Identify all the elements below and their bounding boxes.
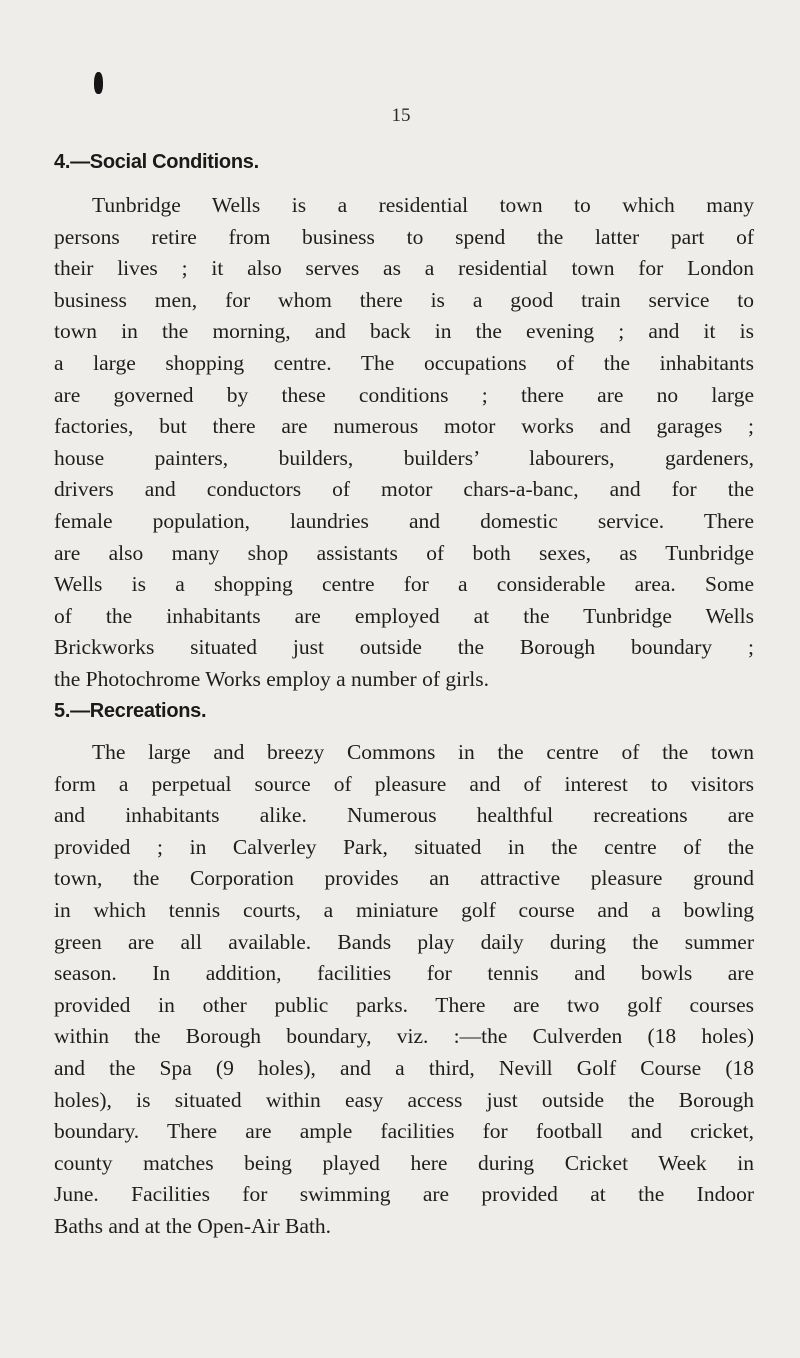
paragraph-line: Brickworks situated just outside the Borough boundary ;	[54, 635, 754, 660]
paragraph-line: persons retire from business to spend the latter part of	[54, 224, 754, 249]
page-number: 15	[391, 105, 411, 126]
recreations-paragraph	[54, 737, 754, 1243]
social-conditions-paragraph	[54, 190, 754, 696]
paragraph-line: provided in other public parks. There are two golf courses	[54, 992, 754, 1017]
paragraph-line: boundary. There are ample facilities for football and cricket,	[54, 1119, 754, 1144]
paragraph-line: house painters, builders, builders’ labourers, gardeners,	[54, 445, 754, 470]
paragraph-line: and the Spa (9 holes), and a third, Nevill Golf Course (18	[54, 1055, 754, 1080]
section-heading-recreations: 5.—Recreations.	[54, 700, 207, 722]
paragraph-line: and inhabitants alike. Numerous healthful recreations are	[54, 803, 754, 828]
paragraph-line: factories, but there are numerous motor works and garages ;	[54, 414, 754, 439]
paragraph-line: provided ; in Calverley Park, situated in the centre of the	[54, 834, 754, 859]
paragraph-line: form a perpetual source of pleasure and of interest to visitors	[54, 771, 754, 796]
paragraph-line: town in the morning, and back in the evening ; and it is	[54, 319, 754, 344]
paragraph-line: a large shopping centre. The occupations of the inhabitants	[54, 350, 754, 375]
paragraph-line: in which tennis courts, a miniature golf course and a bowling	[54, 897, 754, 922]
paragraph-line: within the Borough boundary, viz. :—the Culverden (18 holes)	[54, 1024, 754, 1049]
paragraph-line: The large and breezy Commons in the centre of the town	[92, 740, 754, 764]
paragraph-line: Baths and at the Open-Air Bath.	[54, 1213, 332, 1238]
paragraph-line: their lives ; it also serves as a residential town for London	[54, 256, 754, 281]
paragraph-line: are also many shop assistants of both sexes, as Tunbridge	[54, 540, 754, 565]
paragraph-line: green are all available. Bands play daily during the summer	[54, 929, 754, 954]
paragraph-line: county matches being played here during Cricket Week in	[54, 1150, 754, 1175]
paragraph-line: town, the Corporation provides an attractive pleasure ground	[54, 866, 754, 891]
paragraph-line: female population, laundries and domestic service. There	[54, 508, 754, 533]
paragraph-line: Wells is a shopping centre for a considerable area. Some	[54, 572, 754, 597]
paragraph-line: season. In addition, facilities for tennis and bowls are	[54, 961, 754, 986]
ink-speck	[94, 72, 103, 94]
paragraph-line: are governed by these conditions ; there are no large	[54, 382, 754, 407]
paragraph-line: holes), is situated within easy access just outside the Borough	[54, 1087, 754, 1112]
paragraph-line: drivers and conductors of motor chars-a-banc, and for the	[54, 477, 754, 502]
paragraph-line: business men, for whom there is a good train service to	[54, 287, 754, 312]
paragraph-line: Tunbridge Wells is a residential town to which many	[92, 193, 754, 217]
paragraph-line: the Photochrome Works employ a number of girls.	[54, 666, 489, 691]
paragraph-line: of the inhabitants are employed at the Tunbridge Wells	[54, 603, 754, 628]
paragraph-line: June. Facilities for swimming are provided at the Indoor	[54, 1182, 754, 1207]
section-heading-social-conditions: 4.—Social Conditions.	[54, 151, 259, 173]
